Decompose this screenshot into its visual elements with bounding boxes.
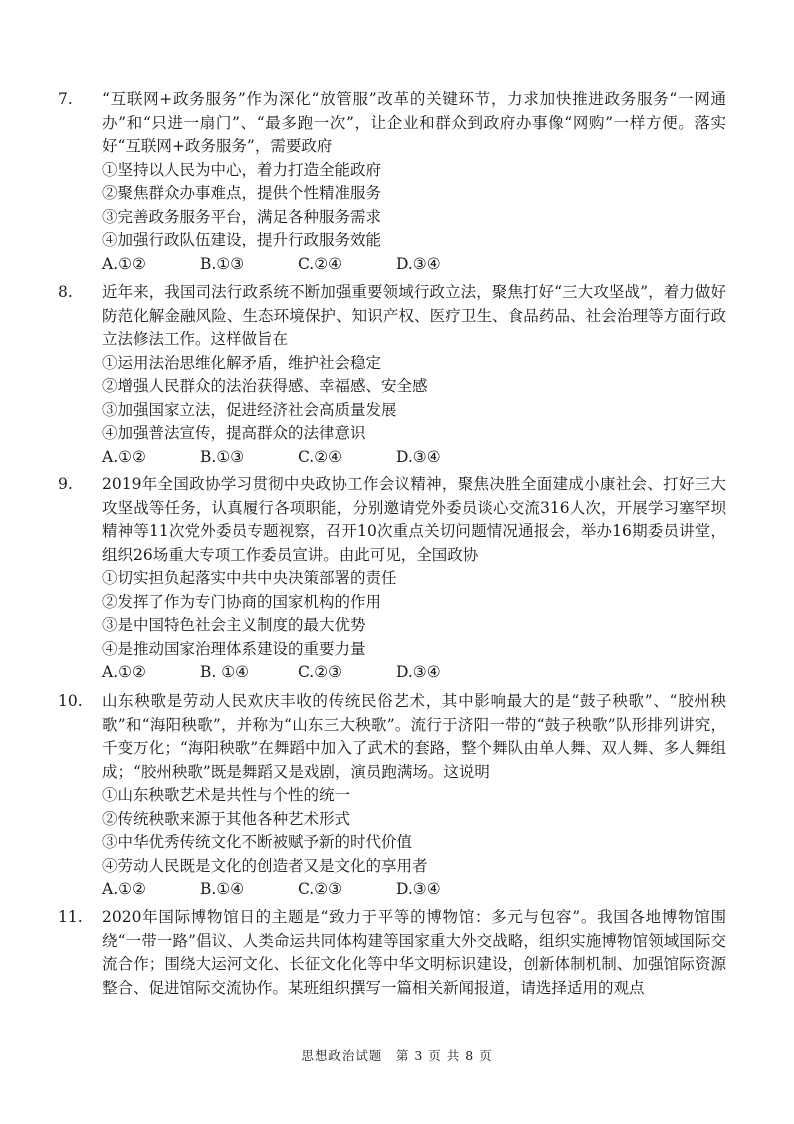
statement-2: ②聚焦群众办事难点，提供个性精准服务 <box>102 184 382 202</box>
statement-1: ①山东秧歌艺术是共性与个性的统一 <box>102 786 351 804</box>
question-number: 8. <box>58 283 73 301</box>
answer-choice-c: C.②④ <box>298 254 343 273</box>
statement-1: ①切实担负起落实中共中央决策部署的责任 <box>102 569 397 587</box>
statement-4: ④劳动人民既是文化的创造者又是文化的享用者 <box>102 856 428 875</box>
answer-choice-b: B.①④ <box>200 880 245 898</box>
question-number: 10. <box>58 692 83 710</box>
statement-4: ④加强普法宣传，提高群众的法律意识 <box>102 424 366 442</box>
answer-choices <box>102 253 726 277</box>
question-number: 9. <box>58 475 73 493</box>
question-11 <box>58 906 726 1000</box>
answer-choices <box>102 446 726 470</box>
answer-choice-c: C.②③ <box>298 880 343 898</box>
question-7 <box>58 88 726 276</box>
statement-2: ②传统秧歌来源于其他各种艺术形式 <box>102 809 351 828</box>
answer-choice-a: A.①② <box>102 447 146 466</box>
answer-choice-a: A.①② <box>102 254 146 273</box>
statement-2: ②增强人民群众的法治获得感、幸福感、安全感 <box>102 377 428 395</box>
answer-choice-d: D.③④ <box>396 254 441 273</box>
answer-choice-d: D.③④ <box>396 663 441 681</box>
answer-choice-b: B.①③ <box>200 447 245 466</box>
answer-choices <box>102 878 726 902</box>
statement-3: ③中华优秀传统文化不断被赋予新的时代价值 <box>102 833 413 851</box>
question-stem: 2019年全国政协学习贯彻中央政协工作会议精神，聚焦决胜全面建成小康社会、打好三大攻坚战等任务，认真履行各项职能，分别邀请党外委员谈心交流316人次，开展学习塞罕坝精神等11次党外委员专题视察，召开10次重点关切问题情况通报会，举办16期委员讲堂，组织26场重大专项工作委员宣讲。由此可见，全国政协 <box>102 475 726 564</box>
answer-choices <box>102 661 726 685</box>
answer-choice-c: C.②④ <box>298 447 343 466</box>
page-footer: 思想政治试题 第 3 页 共 8 页 <box>301 1048 493 1063</box>
statement-4: ④是推动国家治理体系建设的重要力量 <box>102 639 366 658</box>
statement-1: ①坚持以人民为中心，着力打造全能政府 <box>102 160 382 179</box>
answer-choice-a: A.①② <box>102 880 146 898</box>
answer-choice-d: D.③④ <box>396 880 441 898</box>
answer-choice-c: C.②③ <box>298 663 343 681</box>
answer-choice-b: B.①③ <box>200 254 245 273</box>
statement-2: ②发挥了作为专门协商的国家机构的作用 <box>102 592 382 611</box>
question-stem: 山东秧歌是劳动人民欢庆丰收的传统民俗艺术，其中影响最大的是“鼓子秧歌”、“胶州秧歌”和“海阳秧歌”，并称为“山东三大秧歌”。流行于济阳一带的“鼓子秧歌”队形排列讲究，千变万化；“海阳秧歌”在舞蹈中加入了武术的套路，整个舞队由单人舞、双人舞、多人舞组成；“胶州秧歌”既是舞蹈又是戏剧，演员跑满场。这说明 <box>102 692 726 781</box>
question-stem: “互联网+政务服务”作为深化“放管服”改革的关键环节，力求加快推进政务服务“一网通办”和“只进一扇门”、“最多跑一次”，让企业和群众到政府办事像“网购”一样方便。落实好“互联网+政务服务”，需要政府 <box>102 90 726 155</box>
question-9 <box>58 473 726 685</box>
answer-choice-b: B. ①④ <box>200 663 250 681</box>
statement-3: ③加强国家立法，促进经济社会高质量发展 <box>102 400 397 419</box>
question-stem: 近年来，我国司法行政系统不断加强重要领域行政立法，聚焦打好“三大攻坚战”，着力做好防范化解金融风险、生态环境保护、知识产权、医疗卫生、食品药品、社会治理等方面行政立法修法工作。这样做旨在 <box>102 283 726 348</box>
question-10 <box>58 690 726 902</box>
question-stem: 2020年国际博物馆日的主题是“致力于平等的博物馆：多元与包容”。我国各地博物馆围绕“一带一路”倡议、人类命运共同体构建等国家重大外交战略，组织实施博物馆领域国际交流合作；围绕大运河文化、长征文化化等中华文明标识建设，创新体制机制、加强馆际资源整合、促进馆际交流协作。某班组织撰写一篇相关新闻报道，请选择适用的观点 <box>102 908 726 997</box>
question-8 <box>58 281 726 469</box>
answer-choice-a: A.①② <box>102 663 146 681</box>
answer-choice-d: D.③④ <box>396 447 441 466</box>
statement-1: ①运用法治思维化解矛盾，维护社会稳定 <box>102 353 382 372</box>
statement-3: ③是中国特色社会主义制度的最大优势 <box>102 616 366 634</box>
statement-4: ④加强行政队伍建设，提升行政服务效能 <box>102 231 382 249</box>
question-number: 7. <box>58 90 73 108</box>
statement-3: ③完善政务服务平台，满足各种服务需求 <box>102 207 382 226</box>
question-number: 11. <box>58 908 83 926</box>
